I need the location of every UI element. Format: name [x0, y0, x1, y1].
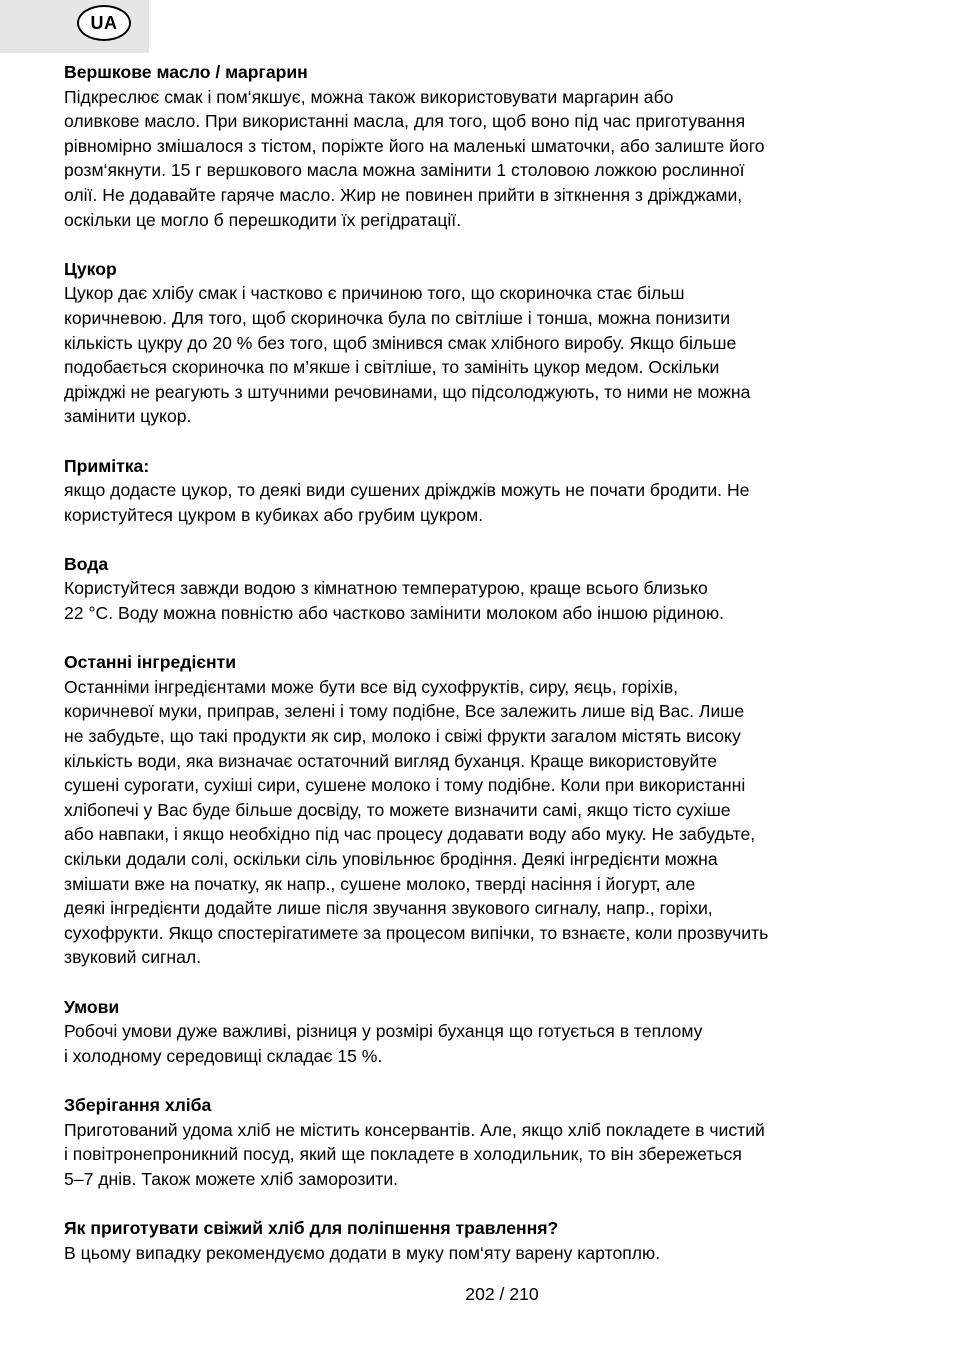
body-text-line: кількість цукру до 20 % без того, щоб змінився смак хлібного виробу. Якщо більше: [64, 332, 737, 353]
page-current: 202: [465, 1284, 495, 1304]
body-text-line: Робочі умови дуже важливі, різниця у розмірі буханця що готується в теплому: [64, 1021, 703, 1042]
page-total: 210: [509, 1284, 539, 1304]
body-text-line: деякі інгредієнти додайте лише після звучання звукового сигналу, напр., горіхи,: [64, 898, 713, 919]
section: [64, 1216, 904, 1265]
section: [64, 257, 904, 429]
section-heading: Умови: [64, 996, 120, 1017]
body-text-line: подобається скориночка по м’якше і світліше, то замініть цукор медом. Оскільки: [64, 357, 720, 378]
section-heading: Вода: [64, 553, 109, 574]
body-text-line: звуковий сигнал.: [64, 947, 202, 968]
body-text-line: змішати вже на початку, як напр., сушене молоко, тверді насіння і йогурт, але: [64, 873, 696, 894]
body-text-line: рівномірно змішалося з тістом, поріжте його на маленькі шматочки, або залиште його: [64, 135, 765, 156]
body-text-line: 22 °C. Воду можна повністю або частково замінити молоком або іншою рідиною.: [64, 603, 725, 624]
body-text-line: якщо додасте цукор, то деякі види сушених дріжджів можуть не почати бродити. Не: [64, 480, 750, 501]
body-text-line: Користуйтеся завжди водою з кімнатною температурою, краще всього близько: [64, 578, 708, 599]
section-heading: Останні інгредієнти: [64, 652, 237, 673]
body-text-line: сушені сурогати, сухіші сири, сушене молоко і тому подібне. Коли при використанні: [64, 775, 746, 796]
body-text-line: коричневої муки, приправ, зелені і тому подібне, Все залежить лише від Вас. Лише: [64, 701, 745, 722]
body-text-line: хлібопечі у Вас буде більше досвіду, то можете визначити самі, якщо тісто сухіше: [64, 799, 731, 820]
body-text-line: олії. Не додавайте гаряче масло. Жир не повинен прийти в зіткнення з дріжджами,: [64, 184, 743, 205]
page-separator: /: [494, 1284, 510, 1304]
section: [64, 1093, 904, 1191]
body-text-line: замінити цукор.: [64, 406, 192, 427]
body-text-line: Останніми інгредієнтами може бути все від сухофруктів, сиру, яєць, горіхів,: [64, 676, 679, 697]
body-text-line: кількість води, яка визначає остаточний вигляд буханця. Краще використовуйте: [64, 750, 717, 771]
body-text-line: дріжджі не реагують з штучними речовинами, що підсолоджують, то ними не можна: [64, 381, 751, 402]
section: [64, 60, 904, 232]
body-text-line: і холодному середовищі складає 15 %.: [64, 1045, 383, 1066]
language-tab: [0, 0, 149, 53]
body-text-line: оливкове масло. При використанні масла, для того, щоб воно під час приготування: [64, 111, 746, 132]
body-text-line: користуйтеся цукром в кубиках або грубим цукром.: [64, 504, 484, 525]
body-text-line: оскільки це могло б перешкодити їх регідратації.: [64, 209, 462, 230]
body-text-line: і повітронепроникний посуд, який ще покладете в холодильник, то він збережеться: [64, 1144, 742, 1165]
body-text-line: розм‘якнути. 15 г вершкового масла можна замінити 1 столовою ложкою рослинної: [64, 160, 745, 181]
body-text-line: В цьому випадку рекомендуємо додати в муку пом‘яту варену картоплю.: [64, 1242, 661, 1263]
section-heading: Вершкове масло / маргарин: [64, 62, 308, 82]
body-text-line: або навпаки, і якщо необхідно під час процесу додавати воду або муку. Не забудьте,: [64, 824, 756, 845]
section: [64, 552, 904, 626]
section: [64, 995, 904, 1069]
section-heading: Цукор: [64, 258, 117, 279]
section: [64, 650, 904, 970]
body-text-line: коричневою. Для того, щоб скориночка була по світліше і тонша, можна понизити: [64, 307, 731, 328]
section: [64, 454, 904, 528]
body-text-line: Приготований удома хліб не містить консервантів. Але, якщо хліб покладете в чистий: [64, 1119, 765, 1140]
language-badge: UA: [77, 5, 131, 41]
section-heading: Зберігання хліба: [64, 1094, 212, 1115]
document-body: [64, 60, 904, 1265]
section-heading: Як приготувати свіжий хліб для поліпшення травлення?: [64, 1217, 559, 1238]
body-text-line: 5–7 днів. Також можете хліб заморозити.: [64, 1168, 399, 1189]
section-heading: Примітка:: [64, 455, 150, 476]
page-number: [0, 1283, 954, 1305]
body-text-line: Підкреслює смак і пом‘якшує, можна також використовувати маргарин або: [64, 86, 674, 107]
body-text-line: сухофрукти. Якщо спостерігатимете за процесом випічки, то взнаєте, коли прозвучить: [64, 922, 769, 943]
body-text-line: Цукор дає хлібу смак і частково є причиною того, що скориночка стає більш: [64, 283, 685, 304]
body-text-line: не забудьте, що такі продукти як сир, молоко і свіжі фрукти загалом містять високу: [64, 726, 741, 747]
body-text-line: скільки додали солі, оскільки сіль уповільнює бродіння. Деякі інгредієнти можна: [64, 849, 718, 869]
